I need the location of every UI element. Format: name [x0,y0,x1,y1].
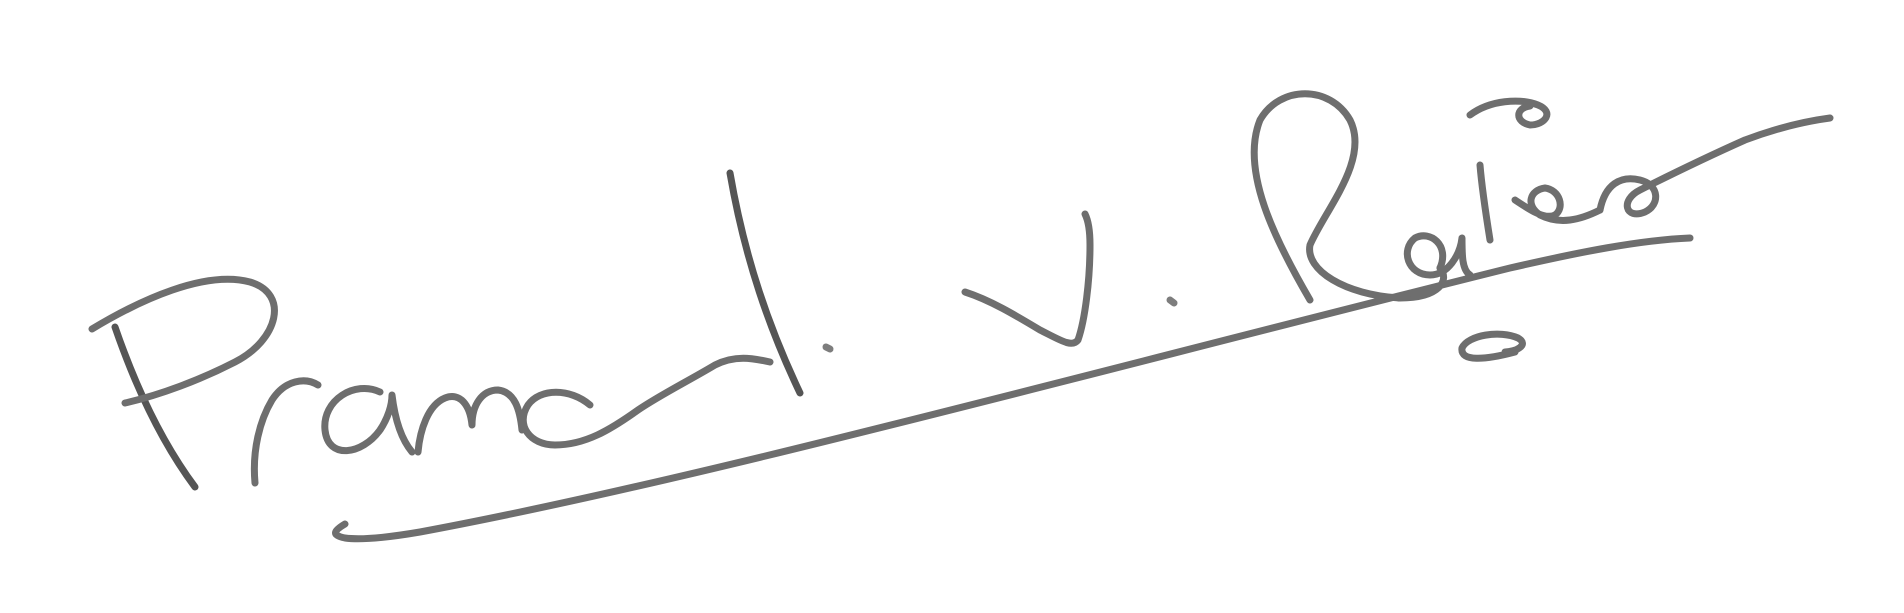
signature-stroke-i-dot [1470,101,1547,125]
signature-stroke-a3 [1600,118,1830,214]
signature-underline [336,238,1690,539]
signature-stroke-m [418,390,522,452]
signature-dot-1 [826,347,830,349]
signature-stroke-loop [1462,334,1523,358]
signature-stroke-a1 [325,388,412,452]
signature-stroke-a2 [1407,236,1470,275]
signature-stroke-p-stem [115,327,195,487]
signature-stroke-v [965,214,1090,343]
signature-stroke-i [1480,165,1490,240]
signature-stroke-r [254,381,318,483]
signature-stroke-d-bowl [523,358,770,445]
signature-dot-2 [1170,300,1174,303]
signature-stroke-k [1515,188,1600,220]
